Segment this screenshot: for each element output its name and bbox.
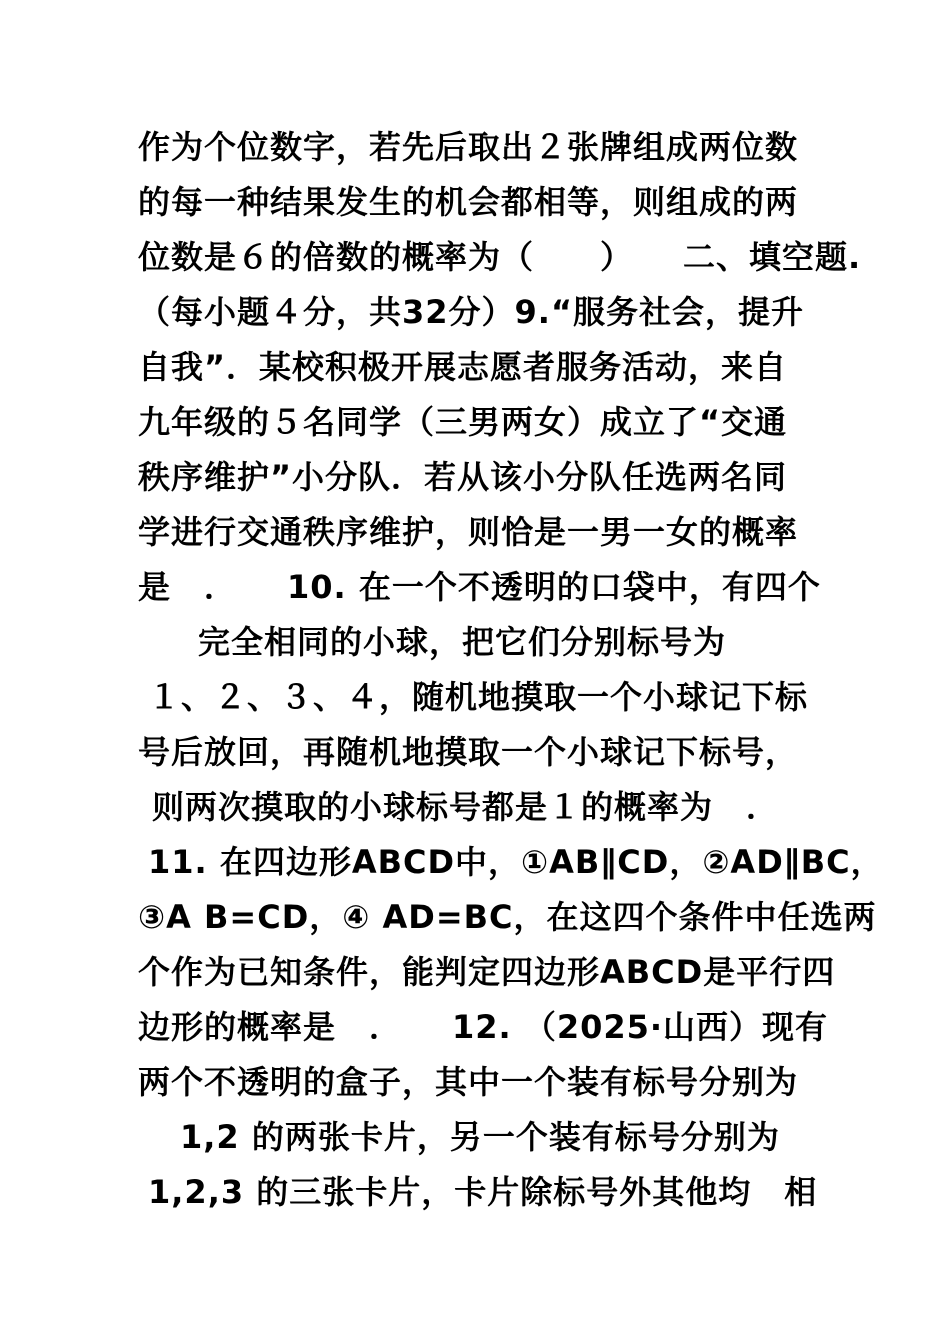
text-line-17: 边形的概率是 ． 12. （2025·山西）现有 [138,1008,829,1046]
text-line-14: 11. 在四边形ABCD中，①AB∥CD，②AD∥BC， [148,843,884,881]
text-line-15: ③A B=CD，④ AD=BC，在这四个条件中任选两 [138,898,877,936]
text-line-18: 两个不透明的盒子，其中一个装有标号分别为 [138,1063,799,1101]
text-line-20: 1,2,3 的三张卡片，卡片除标号外其他均 相 [148,1173,818,1211]
text-line-3: 位数是６的倍数的概率为（ ） 二、填空题. [138,238,862,276]
text-line-4: （每小题４分，共32分）9.“服务社会，提升 [138,293,804,331]
text-line-2: 的每一种结果发生的机会都相等，则组成的两 [138,183,799,221]
text-line-10: 完全相同的小球，把它们分别标号为 [165,623,727,661]
text-line-13: 则两次摸取的小球标号都是１的概率为 ． [152,788,780,826]
text-line-1: 作为个位数字，若先后取出２张牌组成两位数 [138,128,799,166]
text-line-9: 是 ． 10. 在一个不透明的口袋中，有四个 [138,568,821,606]
text-line-19: 1,2 的两张卡片，另一个装有标号分别为 [180,1118,780,1156]
text-line-11: １、２、３、４，随机地摸取一个小球记下标 [148,678,809,716]
text-line-7: 秩序维护”小分队．若从该小分队任选两名同 [138,458,788,496]
text-line-16: 个作为已知条件，能判定四边形ABCD是平行四 [138,953,836,991]
text-line-6: 九年级的５名同学（三男两女）成立了“交通 [138,403,788,441]
text-line-5: 自我”．某校积极开展志愿者服务活动，来自 [138,348,788,386]
text-line-8: 学进行交通秩序维护，则恰是一男一女的概率 [138,513,799,551]
text-line-12: 号后放回，再随机地摸取一个小球记下标号， [138,733,799,771]
